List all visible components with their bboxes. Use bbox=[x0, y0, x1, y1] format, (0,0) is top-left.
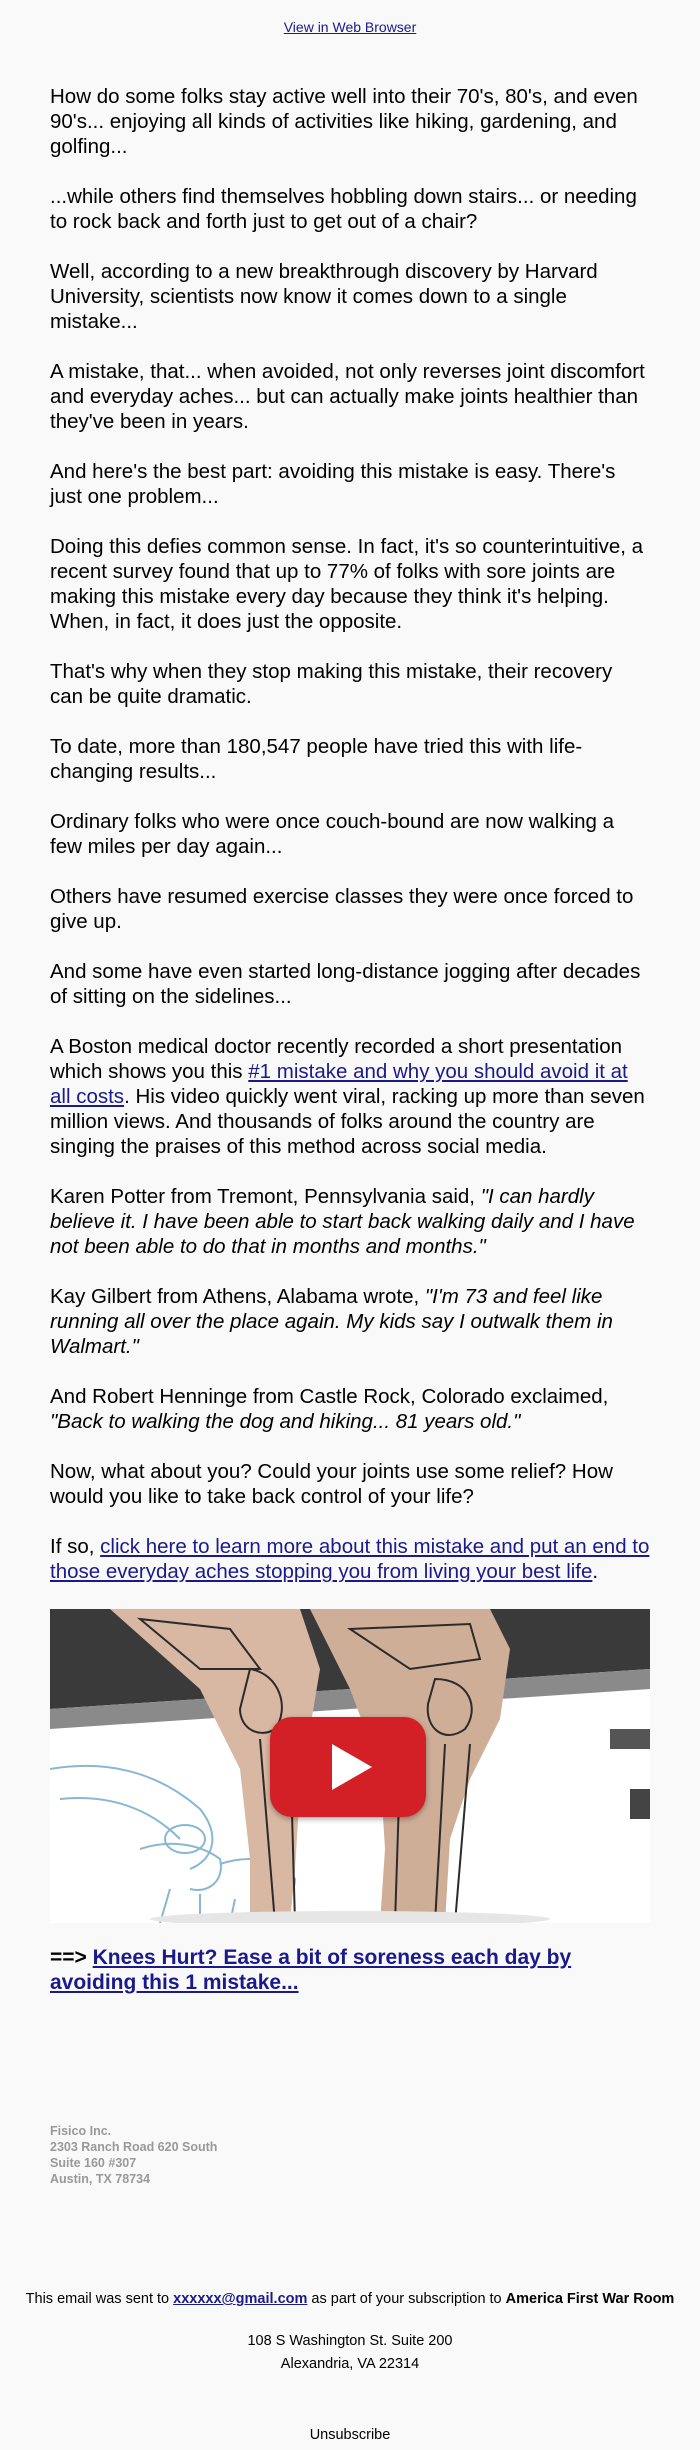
testimonial-lead: Karen Potter from Tremont, Pennsylvania said, bbox=[50, 1185, 481, 1208]
body-paragraph: ...while others find themselves hobbling down stairs... or needing to rock back and forth just to get out of a chair? bbox=[50, 185, 637, 233]
play-button[interactable] bbox=[270, 1717, 426, 1817]
cta-arrow: ==> bbox=[50, 1946, 93, 1969]
testimonial-kay bbox=[50, 1284, 650, 1359]
testimonial-robert bbox=[50, 1384, 650, 1434]
ifso-paragraph bbox=[50, 1534, 650, 1584]
footer-address-line: 108 S Washington St. Suite 200 bbox=[247, 2333, 453, 2349]
body-paragraph: Others have resumed exercise classes they were once forced to give up. bbox=[50, 885, 634, 933]
body-paragraph: Ordinary folks who were once couch-bound are now walking a few miles per day again... bbox=[50, 810, 615, 858]
footer-unsubscribe bbox=[0, 2427, 700, 2443]
footer-address bbox=[0, 2330, 700, 2376]
question-paragraph: Now, what about you? Could your joints use some relief? How would you like to take back control of your life? bbox=[50, 1460, 613, 1508]
unsubscribe-link[interactable]: Unsubscribe bbox=[309, 2427, 391, 2443]
body-paragraph: Doing this defies common sense. In fact, it's so counterintuitive, a recent survey found that up to 77% of folks with sore joints are making this mistake every day because they think it's helping. When, in fact, it does just the opposite. bbox=[50, 535, 644, 633]
testimonial-quote: "I can hardly believe it. I have been able to start back walking daily and I have not been able to do that in months and months." bbox=[50, 1185, 635, 1258]
testimonial-quote: "I'm 73 and feel like running all over the place again. My kids say I outwalk them in Walmart." bbox=[50, 1285, 613, 1358]
company-address-line: Austin, TX 78734 bbox=[50, 2172, 151, 2186]
header-bar bbox=[0, 0, 700, 39]
body-paragraph: To date, more than 180,547 people have tried this with life-changing results... bbox=[50, 735, 583, 783]
body-paragraph: Well, according to a new breakthrough discovery by Harvard University, scientists now know it comes down to a single mistake... bbox=[50, 260, 598, 333]
doctor-paragraph bbox=[50, 1034, 650, 1159]
body-paragraph: And here's the best part: avoiding this mistake is easy. There's just one problem... bbox=[50, 460, 616, 508]
ifso-text-before: If so, bbox=[50, 1535, 101, 1558]
doctor-text-before: A Boston medical doctor recently recorded a short presentation which shows you this bbox=[50, 1035, 623, 1083]
ifso-text-after: . bbox=[592, 1560, 599, 1583]
email-body bbox=[50, 84, 650, 1995]
footer-address-line: Alexandria, VA 22314 bbox=[280, 2356, 420, 2372]
body-paragraph: And some have even started long-distance jogging after decades of sitting on the sidelines... bbox=[50, 960, 641, 1008]
testimonial-lead: Kay Gilbert from Athens, Alabama wrote, bbox=[50, 1285, 425, 1308]
footer-sent-line bbox=[0, 2291, 700, 2307]
mistake-link[interactable]: #1 mistake and why you should avoid it at all costs bbox=[50, 1060, 628, 1108]
learn-more-link[interactable]: click here to learn more about this mistake and put an end to those everyday aches stopping you from living your best life bbox=[50, 1535, 650, 1583]
doctor-text-after: . His video quickly went viral, racking up more than seven million views. And thousands of folks around the country are singing the praises of this method across social media. bbox=[50, 1085, 645, 1158]
company-address-line: Suite 160 #307 bbox=[50, 2156, 137, 2170]
video-thumbnail[interactable] bbox=[50, 1609, 650, 1923]
footer-sent-middle: as part of your subscription to bbox=[307, 2291, 506, 2307]
company-name: Fisico Inc. bbox=[50, 2124, 112, 2138]
testimonial-karen bbox=[50, 1184, 650, 1259]
subscription-name: America First War Room bbox=[505, 2291, 675, 2307]
recipient-email-link[interactable]: xxxxxx@gmail.com bbox=[173, 2291, 308, 2307]
company-address bbox=[50, 2123, 217, 2187]
footer-sent-prefix: This email was sent to bbox=[25, 2291, 174, 2307]
body-paragraph: A mistake, that... when avoided, not only reverses joint discomfort and everyday aches... but can actually make joints healthier than they've been in years. bbox=[50, 360, 645, 433]
view-in-browser-link[interactable]: View in Web Browser bbox=[283, 19, 417, 35]
testimonial-quote: "Back to walking the dog and hiking... 81 years old." bbox=[50, 1410, 521, 1433]
knees-hurt-link[interactable]: Knees Hurt? Ease a bit of soreness each day by avoiding this 1 mistake... bbox=[50, 1946, 572, 1994]
body-paragraph: How do some folks stay active well into their 70's, 80's, and even 90's... enjoying all kinds of activities like hiking, gardening, and golfing... bbox=[50, 85, 638, 158]
company-address-line: 2303 Ranch Road 620 South bbox=[50, 2140, 218, 2154]
play-icon bbox=[332, 1744, 372, 1790]
body-paragraph: That's why when they stop making this mistake, their recovery can be quite dramatic. bbox=[50, 660, 613, 708]
cta-line bbox=[50, 1945, 650, 1995]
testimonial-lead: And Robert Henninge from Castle Rock, Colorado exclaimed, bbox=[50, 1385, 609, 1408]
